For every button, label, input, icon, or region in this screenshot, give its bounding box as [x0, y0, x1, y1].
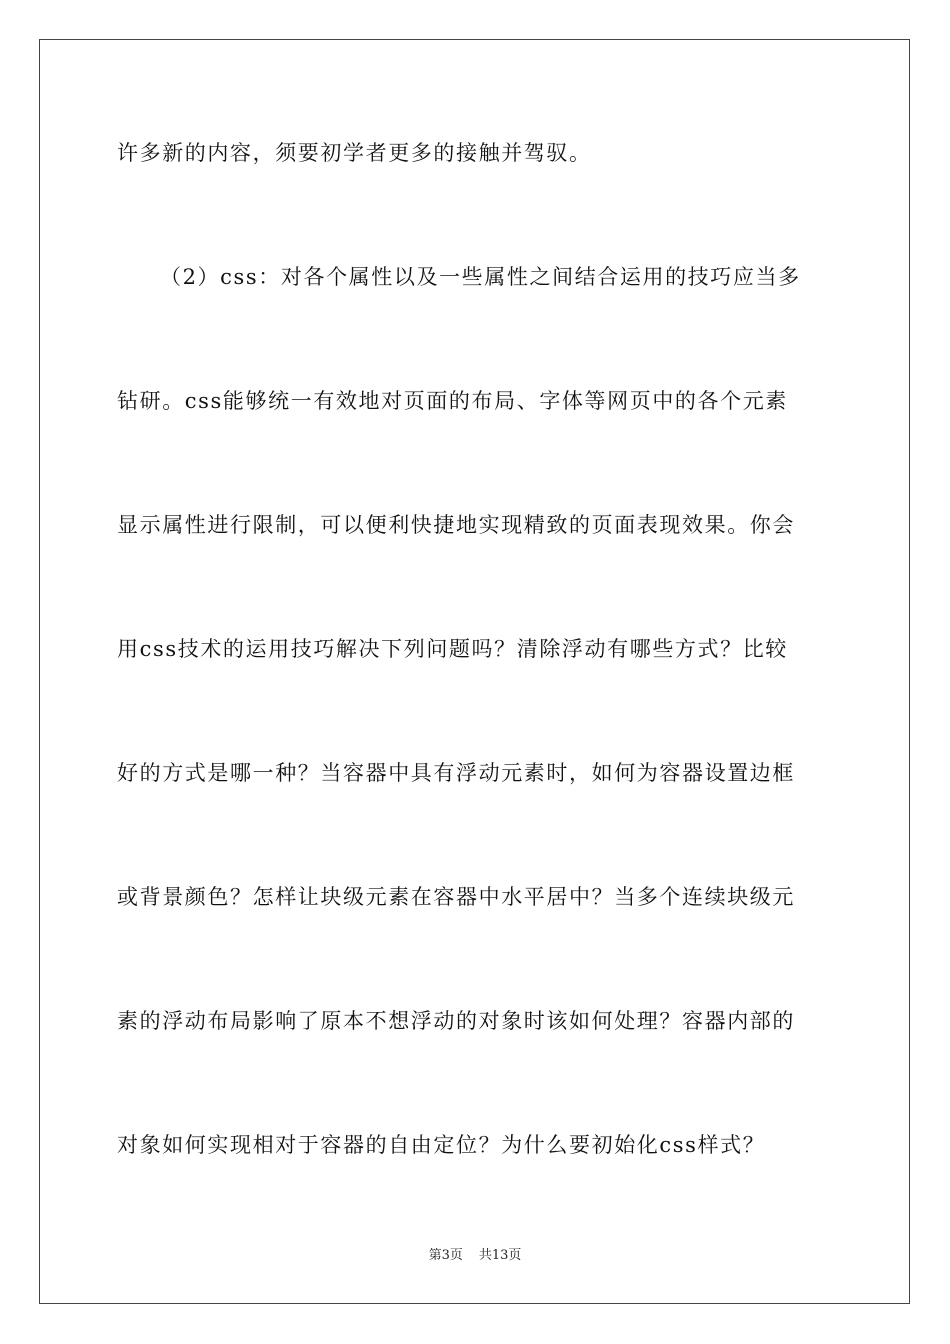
text-line-8: 素的浮动布局影响了原本不想浮动的对象时该如何处理？容器内部的 — [117, 1009, 795, 1033]
text-line-9: 对象如何实现相对于容器的自由定位？为什么要初始化css样式？ — [117, 1133, 766, 1157]
page-frame — [39, 39, 910, 1304]
page-footer — [0, 1247, 950, 1265]
text-line-5: 用css技术的运用技巧解决下列问题吗？清除浮动有哪些方式？比较 — [117, 637, 788, 661]
page-number: 第3页 — [428, 1248, 463, 1263]
text-line-7: 或背景颜色？怎样让块级元素在容器中水平居中？当多个连续块级元 — [117, 885, 795, 909]
text-line-3: 钻研。css能够统一有效地对页面的布局、字体等网页中的各个元素 — [117, 389, 788, 413]
text-line-2: （2）css：对各个属性以及一些属性之间结合运用的技巧应当多 — [160, 265, 801, 289]
total-pages: 共13页 — [478, 1248, 522, 1263]
text-line-4: 显示属性进行限制，可以便利快捷地实现精致的页面表现效果。你会 — [117, 513, 795, 537]
text-line-1: 许多新的内容，须要初学者更多的接触并驾驭。 — [117, 141, 592, 165]
text-line-6: 好的方式是哪一种？当容器中具有浮动元素时，如何为容器设置边框 — [117, 761, 795, 785]
